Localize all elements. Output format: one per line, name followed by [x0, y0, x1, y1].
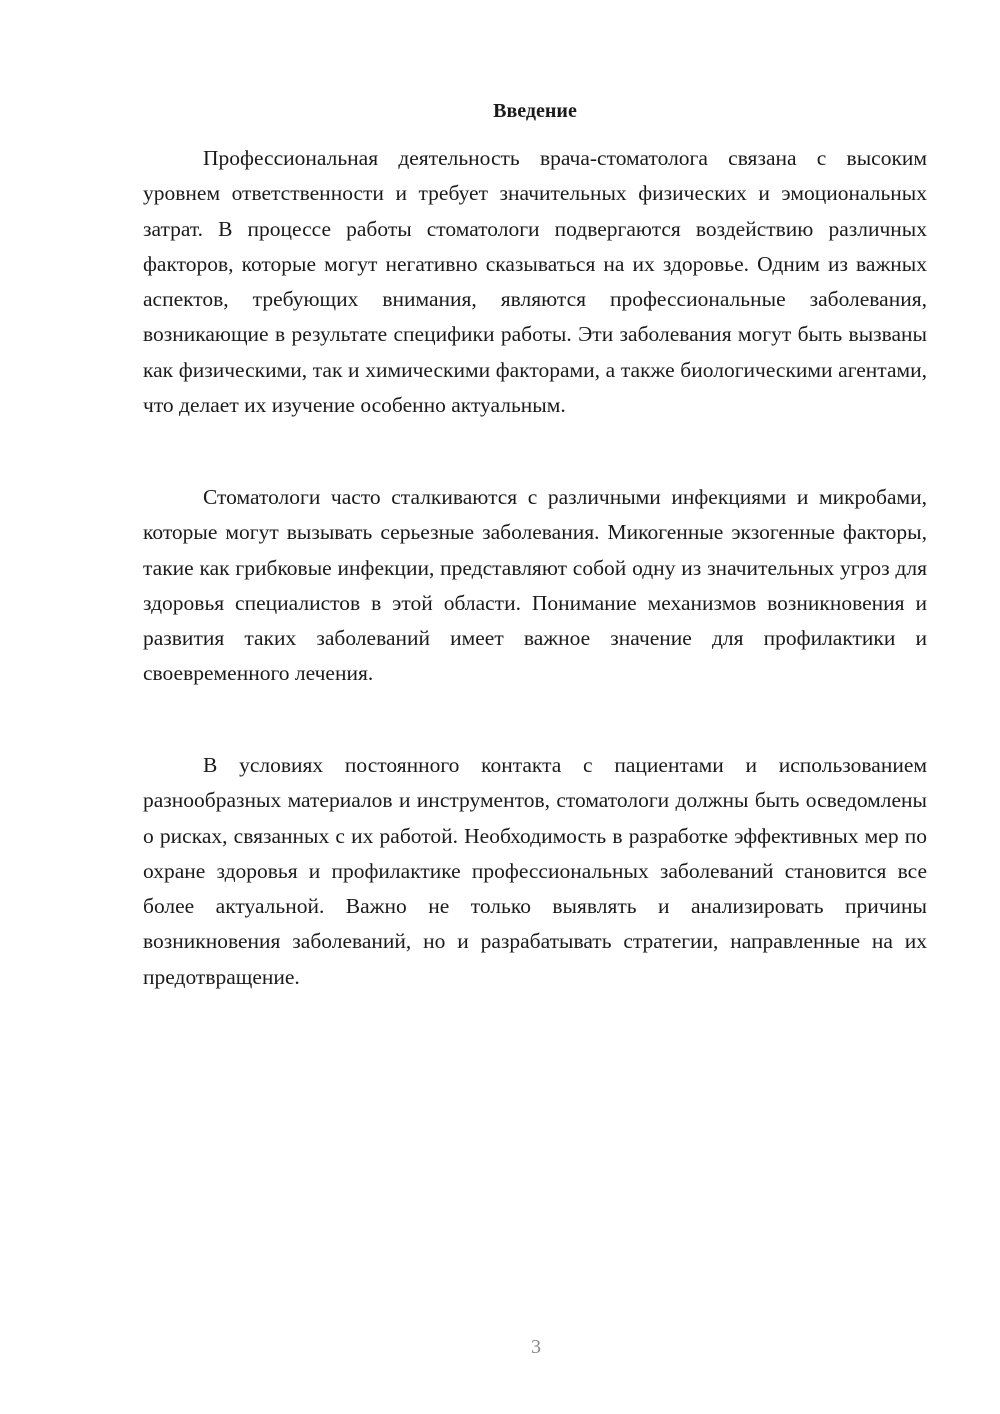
paragraph-2: Стоматологи часто сталкиваются с различными инфекциями и микробами, которые могут вызывать серьезные заболевания. Микогенные экзогенные факторы, такие как грибковые инфекции, представляют собой одну из значительных угроз для здоровья специалистов в этой области. Понимание механизмов возникновения и развития таких заболеваний имеет важное значение для профилактики и своевременного лечения. — [143, 485, 927, 686]
page-number: 3 — [531, 1336, 541, 1358]
paragraph-3: В условиях постоянного контакта с пациентами и использованием разнообразных материалов и инструментов, стоматологи должны быть осведомлены о рисках, связанных с их работой. Необходимость в разработке эффективных мер по охране здоровья и профилактике профессиональных заболеваний становится все более актуальной. Важно не только выявлять и анализировать причины возникновения заболеваний, но и разрабатывать стратегии, направленные на их предотвращение. — [143, 753, 927, 989]
section-title: Введение — [493, 100, 577, 122]
paragraph-1: Профессиональная деятельность врача-стоматолога связана с высоким уровнем ответственности и требует значительных физических и эмоциональных затрат. В процессе работы стоматологи подвергаются воздействию различных факторов, которые могут негативно сказываться на их здоровье. Одним из важных аспектов, требующих внимания, являются профессиональные заболевания, возникающие в результате специфики работы. Эти заболевания могут быть вызваны как физическими, так и химическими факторами, а также биологическими агентами, что делает их изучение особенно актуальным. — [143, 146, 927, 418]
